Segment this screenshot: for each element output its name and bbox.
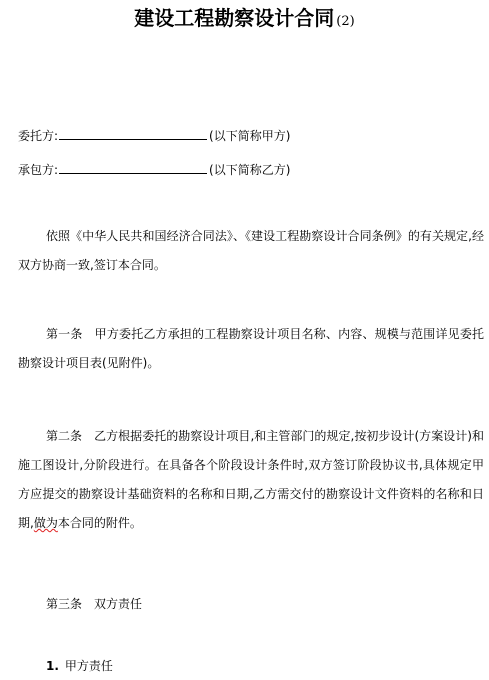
contractor-name-blank[interactable]: [59, 163, 207, 174]
client-line: [18, 128, 290, 144]
document-title: [0, 6, 489, 34]
client-label: 委托方:: [18, 129, 59, 143]
item-1-text: 甲方责任: [64, 659, 113, 673]
contractor-line: [18, 162, 290, 178]
article-2-text-end: 本合同的附件。: [57, 516, 142, 530]
client-name-blank[interactable]: [59, 129, 207, 140]
item-1-number: 1.: [46, 659, 59, 673]
article-3-heading: 第三条 双方责任: [46, 597, 143, 611]
article-2-text: 第二条 乙方根据委托的勘察设计项目,和主管部门的规定,按初步设计(方案设计)和施工图设计,分阶段进行。在具备各个阶段设计条件时,双方签订阶段协议书,具体规定甲方应提交的勘察设计基础资料的名称和日期,乙方需交付的勘察设计文件资料的名称和日期,: [18, 429, 484, 530]
item-1-line: [46, 658, 113, 674]
article-2-spellcheck-mark: 做为: [33, 516, 58, 530]
intro-paragraph: 依照《中华人民共和国经济合同法》、《建设工程勘察设计合同条例》的有关规定,经双方协商一致,签订本合同。: [18, 229, 484, 272]
article-2-paragraph: [18, 422, 484, 538]
contractor-note: (以下简称乙方): [209, 163, 291, 177]
contractor-label: 承包方:: [18, 163, 59, 177]
client-note: (以下简称甲方): [209, 129, 291, 143]
title-suffix: (2): [336, 14, 355, 29]
title-text: 建设工程勘察设计合同: [134, 6, 335, 30]
article-1-paragraph: 第一条 甲方委托乙方承担的工程勘察设计项目名称、内容、规模与范围详见委托勘察设计项目表(见附件)。: [18, 327, 484, 370]
